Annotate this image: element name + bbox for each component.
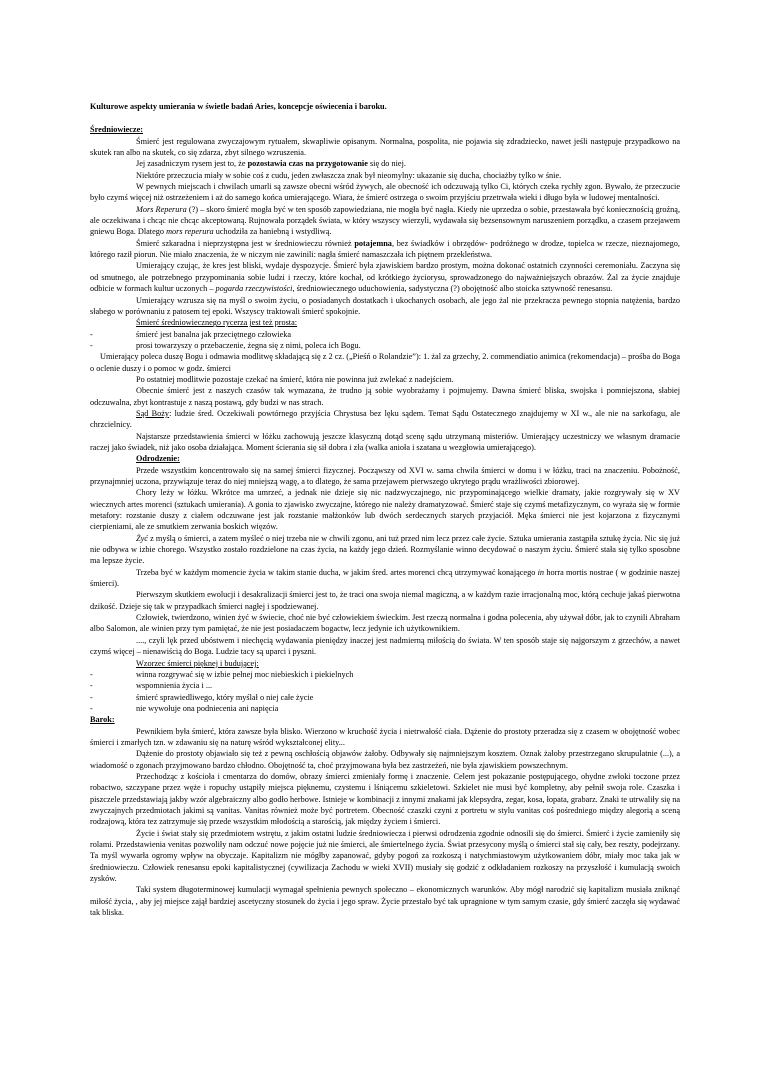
- paragraph: Chory leży w łóżku. Wkrótce ma umrzeć, a jednak nie dzieje się nic nadzwyczajnego, nic przypominającego wielkie dramaty, jakie rozgrywały się w XV wiecznych artes morenci (sztukach umierania). A gonia to zjawisko zwyczajne, którego nie należy dramatyzować. Śmierć staje się czymś metafizycznym, co wyraża się w formie metafory: rozstanie duszy z ciałem odczuwane jest jak rozstanie małżonków lub dwóch serdecznych starych przyjaciół. Męka śmierci nie jest kojarzona z fizycznymi cierpieniami, ale ze smutkiem zerwania boskich więzów.: [90, 488, 680, 532]
- paragraph: Mors Reperura (?) – skoro śmierć mogła być w ten sposób zapowiedziana, nie mogła być nagła. Kiedy nie uprzedza o sobie, przestawała być koniecznością groźną, ale oczekiwana i chcąc nie chcąc akceptowaną. Rujnowała porządek świata, w który wszyscy wierzyli, wydawała się bezsensownym naruszeniem porządku, a czasem przejawem gniewu Boga. Dlatego mors reperura uchodziła za haniebną i wstydliwą.: [90, 204, 681, 237]
- document-title: Kulturowe aspekty umierania w świetle badań Aries, koncepcje oświecenia i baroku.: [90, 102, 387, 111]
- paragraph: Pierwszym skutkiem ewolucji i desakralizacji śmierci jest to, że traci ona swoja niemal magiczną, a w każdym razie irracjonalną moc, którą cechuje jakaś pierwotna dzikość. Dzieje się tak w przypadkach śmierci nagłej i spodziewanej.: [90, 590, 680, 611]
- list-item: - śmierć jest banalna jak przeciętnego człowieka: [90, 329, 292, 339]
- list-item: - wspomnienia życia i ...: [90, 681, 213, 691]
- section-heading-middle-ages: Średniowiecze:: [90, 125, 144, 135]
- paragraph: Taki system długoterminowej kumulacji wymagał spełnienia pewnych społeczno – ekonomicznych warunków. Aby mógł narodzić się kapitalizm musiała zniknąć miłość życia, , aby jej miejsce zajął bardziej ascetyczny stosunek do życia i jego spraw. Życie przestało być tak upragnione w tym samym czasie, gdy śmierć zaczęła się wydawać tak bliska.: [90, 885, 680, 918]
- paragraph: Życie i świat stały się przedmiotem wstrętu, z jakim ostatni ludzie średniowiecza i pierwsi odrodzenia zgodnie odnosili się do śmierci. Śmierć i życie zamieniły się rolami. Przedstawienia venitas pozwoliły nam odczuć nowe pojęcie już nie śmierci, ale śmiertelnego życia. Świat przesycony myślą o śmierci stał się cały, bez reszty, podejrzany. Ta myśl wywarła ogromy wpływ na obyczaje. Kapitalizm nie mógłby zapanować, gdyby pogoń za rozkoszą i natychmiastowym użytkowaniem dóbr, miały moc taka jak w średniowieczu. Człowiek renesansu epoki kapitalistycznej (cywilizacja Zachodu w wieki XVII) musiały się godzić z odkładaniem rozkoszy na przyszłość i kumulacją swoich zysków.: [90, 828, 680, 884]
- paragraph: Śmierć szkaradna i nieprzystępna jest w średniowieczu również potajemna, bez świadków i obrzędów- podróżnego w drodze, topielca w rzecze, nieznajomego, którego raził piorun. Nie miało znaczenia, że w niczym nie zawinili: nagła śmierć namaszczała ich piętnem przekleństwa.: [90, 238, 680, 260]
- paragraph: Obecnie śmierć jest z naszych czasów tak wymazana, że trudno ją sobie wyobrażamy i pojmujemy. Dawna śmierć bliska, swojska i pomniejszona, słabiej odczuwalna, zbyt kontrastuje z naszą postawą, gdy budzi w nas strach.: [90, 386, 680, 407]
- paragraph: Dążenie do prostoty objawiało się też z pewną oschłością objawów żałoby. Odbywały się najmniejszym kosztem. Oznak żałoby przestrzegano skrupulatnie (...), a wiadomość o zgonach przyjmowano bardzo chłodno. Obojętność ta, choć przyjmowana była bez zastrzeżeń, nie była zjawiskiem powszechnym.: [90, 749, 680, 770]
- paragraph: Przechodząc z kościoła i cmentarza do domów, obrazy śmierci zmieniały formę i znaczenie. Celem jest pokazanie postępującego, ohydne zwłoki toczone przez robactwo, szczypane przez węże i ropuchy ustąpiły miejsca pięknemu, czystemu i lśniącemu szkieletowi. Szkielet nie musi być kompletny, aby pełnił swoja role. Czaszka i piszczele przedstawiają jakby wzór algebraiczny albo godło herbowe. Istnieje w kombinacji z innymi znakami jak klepsydra, zegar, kosa, łopata, grabarz. Znaki te utrwaliły się na zwyczajnych przedmiotach jakimi są vanitas. Vanitas również może być portretem. Obecność czaszki czyni z portretu w stylu vanitas coś pośredniego między alegorią a sceną rodzajową, która tez zatrzymuje się przede wszystkim młodością a starością, jak między życiem i śmierci.: [90, 771, 680, 827]
- paragraph: Niektóre przeczucia miały w sobie coś z cudu, jeden zwłaszcza znak był nieomylny: ukazanie się ducha, chociażby tylko w śnie.: [136, 170, 562, 180]
- paragraph: Przede wszystkim koncentrowało się na samej śmierci fizycznej. Począwszy od XVI w. sama chwila śmierci w domu i w łóżku, traci na znaczeniu. Pobożność, przynajmniej uczona, przywiązuje teraz do niej mniejszą wagę, a to dlatego, że sama przejawem pierwszego ukrytego prądu wrażliwości zbiorowej.: [90, 465, 680, 486]
- list-item: - prosi towarzyszy o przebaczenie, żegna się z nimi, poleca ich Bogu.: [90, 340, 361, 350]
- paragraph: Po ostatniej modlitwie pozostaje czekać na śmierć, która nie powinna już zwlekać z nadejściem.: [136, 374, 454, 384]
- subheading-pattern: Wzorzec śmierci pięknej i budującej:: [136, 658, 259, 668]
- paragraph: Jej zasadniczym rysem jest to, że pozostawia czas na przygotowanie się do niej.: [136, 159, 406, 169]
- paragraph: Żyć z myślą o śmierci, a zatem myśleć o niej trzeba nie w chwili zgonu, ani tuż przed nim lecz przez całe życie. Sztuka umierania zastąpiła sztukę życia. Nic się już nie odbywa w izbie chorego. Wszystko zostało rozdzielone na czas życia, na każdy jego dzień. Rozmyślanie winno decydować o naszym życiu. Śmierć stała się tylko sposobne ma lepsze życie.: [90, 533, 680, 566]
- paragraph: Człowiek, twierdzono, winien żyć w świecie, choć nie być człowiekiem świeckim. Jest rzeczą normalna i godna polecenia, aby używał dóbr, jak to czynili Abraham albo Salomon, ale winien przy tym pamiętać, że nie jest posiadaczem bogactw, lecz jedynie ich użytkownikiem.: [90, 613, 680, 634]
- paragraph: Umierający wzrusza się na myśl o swoim życiu, o posiadanych dostatkach i ukochanych osobach, ale jego żal nie przekracza pewnego stopnia natężenia, bardzo słabego w porównaniu z patosem tej epoki. Wszyscy traktowali śmierć spokojnie.: [90, 295, 680, 316]
- paragraph: Trzeba być w każdym momencie życia w takim stanie ducha, w jakim śred. artes morenci chcą utrzymywać konającego in horra mortis nostrae ( w godzinie naszej śmierci).: [90, 567, 680, 589]
- list-item: - winna rozgrywać się w izbie pełnej moc niebieskich i piekielnych: [90, 669, 354, 679]
- paragraph: Śmierć jest regulowana zwyczajowym rytuałem, skwapliwie opisanym. Normalna, pospolita, nie pojawia się zdradziecko, nawet jeśli następuje przypadkowo na skutek ran albo na skutek, co się zdarza, zbyt silnego wzruszenia.: [90, 136, 680, 158]
- list-dash: -: [90, 329, 93, 339]
- section-heading-baroque: Barok:: [90, 715, 115, 725]
- list-item: - nie wywołuje ona podniecenia ani napięcia: [90, 703, 279, 713]
- section-heading-renaissance: Odrodzenie:: [136, 454, 180, 464]
- paragraph: Pewnikiem była śmierć, która zawsze była blisko. Wierzono w kruchość życia i nietrwałość ciała. Dążenie do prostoty przeradza się z czasem w obojętność wobec śmierci i zmarłych tzn. w zdawaniu się na naturę wśród wykształconej elity...: [90, 726, 680, 747]
- paragraph: Umierający poleca duszę Bogu i odmawia modlitwę składającą się z 2 cz. („Pieśń o Rolandzie”): 1. żal za grzechy, 2. commendiatio animica (rekomendacja) – prośba do Boga o oclenie duszy i o pomoc w godz. śmierci: [90, 352, 680, 373]
- paragraph: ...., czyli lęk przed ubóstwem i niechęcią wydawania pieniędzy inaczej jest nadmierną miłością do świata. W ten sposób staje się najgorszym z grzechów, a nawet czymś więcej – nienawiścią do Boga. Ludzie tacy są uparci i pyszni.: [90, 635, 680, 657]
- list-dash: -: [90, 703, 93, 713]
- list-dash: -: [90, 681, 93, 691]
- list-dash: -: [90, 340, 93, 350]
- document-page: [90, 101, 680, 918]
- paragraph: Sąd Boży: ludzie śred. Oczekiwali powtórnego przyjścia Chrystusa bez lęku sądem. Temat Sądu Ostatecznego znajdujemy w XI w., ale nie na sarkofagu, ale chrzcielnicy.: [90, 408, 681, 430]
- paragraph: Umierający czując, że kres jest bliski, wydaje dyspozycje. Śmierć była zjawiskiem bardzo prostym, można dokonać ostatnich czynności ceremoniału. Zaczyna się od smutnego, ale potrzebnego przypominania sobie ludzi i rzeczy, które kochał, od krótkiego życiorysu, sprowadzonego do najważniejszych obrazów. Żal za życie znajduje odbicie w formach kultur uczonych – pogarda rzeczywistości, średniowiecznego uduchowienia, sadystyczna (?) obojętność albo stoicka sztywność renesansu.: [90, 261, 680, 294]
- paragraph: Najstarsze przedstawienia śmierci w łóżku zachowują jeszcze klasyczną dotąd scenę sądu utrzymaną misteriów. Umierający uczestniczy we własnym dramacie raczej jako świadek, niż jako osoba działająca. Moment ścierania się sił dobra i zła (walka anioła i szatana u wezgłowia umierającego).: [90, 431, 680, 452]
- subheading-knight: Śmierć średniowiecznego rycerza jest też prosta:: [136, 318, 298, 328]
- list-dash: -: [90, 669, 93, 679]
- paragraph: W pewnych miejscach i chwilach umarli są zawsze obecni wśród żywych, ale obecność ich odczuwają tylko Ci, których czeka rychły zgon. Bywało, że przeczucie było czymś więcej niż ostrzeżeniem i aż do samego końca umierającego. Wiara, że śmierć ostrzega o swoim przyjściu przetrwała wieki i długo była w ludowej mentalności.: [90, 182, 680, 203]
- list-item: - śmierć sprawiedliwego, który myślał o niej całe życie: [90, 692, 314, 702]
- list-dash: -: [90, 692, 93, 702]
